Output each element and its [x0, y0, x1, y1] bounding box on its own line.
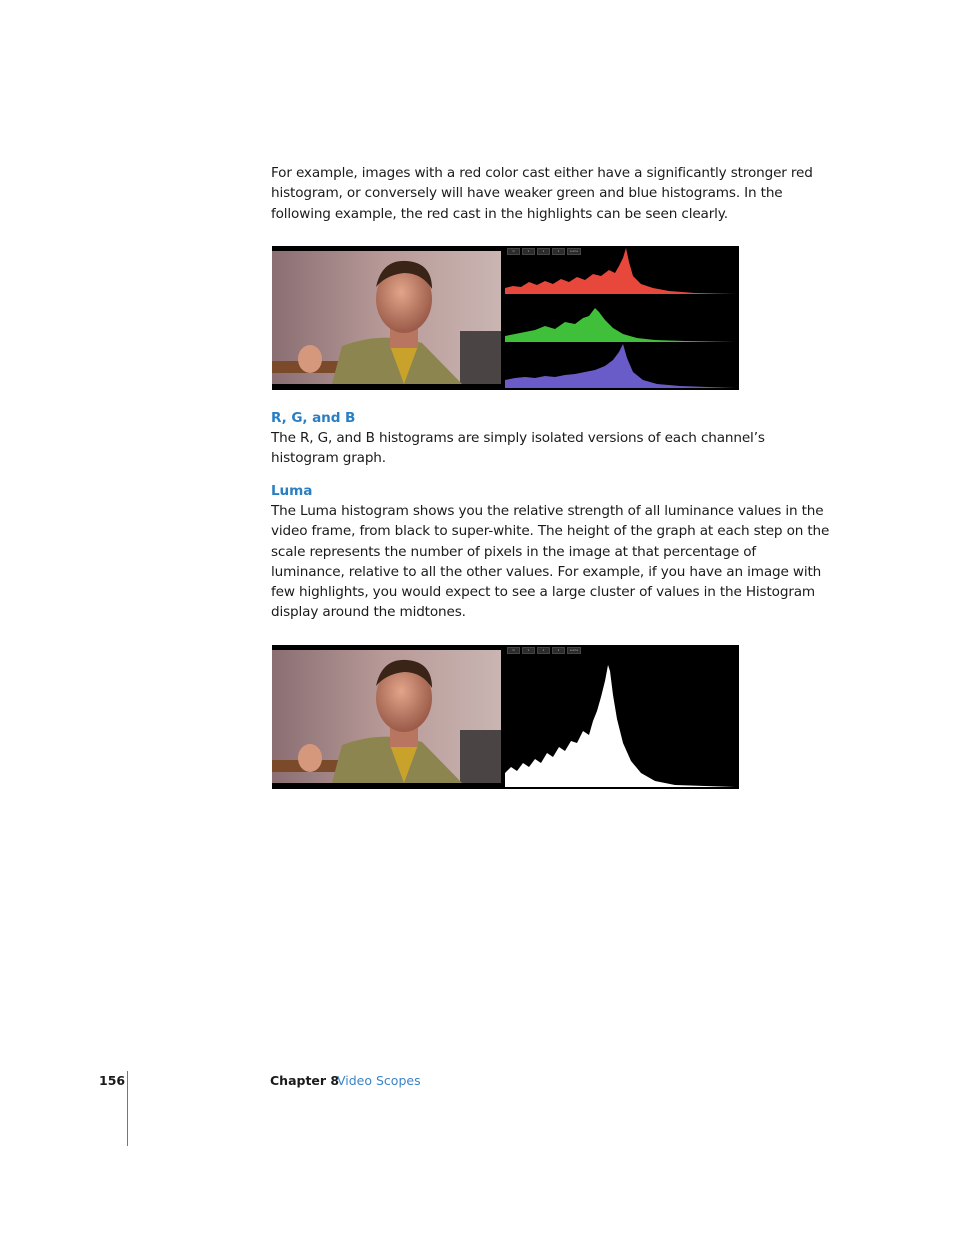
histogram-scope [503, 246, 739, 390]
page-number: 156 [99, 1073, 126, 1088]
blue-histogram-shape [505, 344, 735, 388]
scope-button[interactable]: 1 [552, 647, 565, 654]
scope-button-luma[interactable]: Luma [567, 647, 581, 654]
scope-button[interactable]: 1 [552, 248, 565, 255]
scope-button[interactable]: 1 [537, 647, 550, 654]
scope-button[interactable]: Q [507, 248, 520, 255]
video-frame-image [272, 251, 501, 384]
red-histogram-shape [505, 248, 735, 294]
scope-button[interactable]: 1 [522, 248, 535, 255]
rgb-paragraph: The R, G, and B histograms are simply isolated versions of each channel’s histogram graph. [271, 430, 765, 467]
luma-histogram-shape [505, 665, 735, 787]
luma-histogram [505, 655, 735, 787]
luma-heading: Luma [271, 483, 313, 499]
chapter-title-link[interactable]: Video Scopes [337, 1073, 421, 1088]
scope-button-luma[interactable]: Luma [567, 248, 581, 255]
rgb-histogram-figure [272, 246, 739, 390]
luma-paragraph: The Luma histogram shows you the relative strength of all luminance values in the video frame, from black to super-white. The height of the graph at each step on the scale represents the number of pixels in the image at that percentage of luminance, relative to all the other values. For example, if you have an image with few highlights, you would expect to see a large cluster of values in the Histogram display around the midtones. [271, 503, 830, 621]
green-histogram [505, 296, 735, 342]
blue-histogram [505, 344, 735, 388]
rgb-heading: R, G, and B [271, 410, 356, 426]
scope-button[interactable]: Q [507, 647, 520, 654]
intro-paragraph: For example, images with a red color cast either have a significantly stronger red histogram, or conversely will have weaker green and blue histograms. In the following example, the red cast in the highlights can be seen clearly. [271, 165, 813, 222]
green-histogram-shape [505, 308, 735, 342]
video-frame-image [272, 650, 501, 783]
luma-histogram-figure [272, 645, 739, 789]
scope-button[interactable]: 1 [522, 647, 535, 654]
histogram-scope [503, 645, 739, 789]
red-histogram [505, 248, 735, 294]
scope-button-bar [507, 647, 581, 654]
chapter-label: Chapter 8 [270, 1073, 340, 1088]
scope-button[interactable]: 1 [537, 248, 550, 255]
footer-divider [127, 1071, 128, 1146]
